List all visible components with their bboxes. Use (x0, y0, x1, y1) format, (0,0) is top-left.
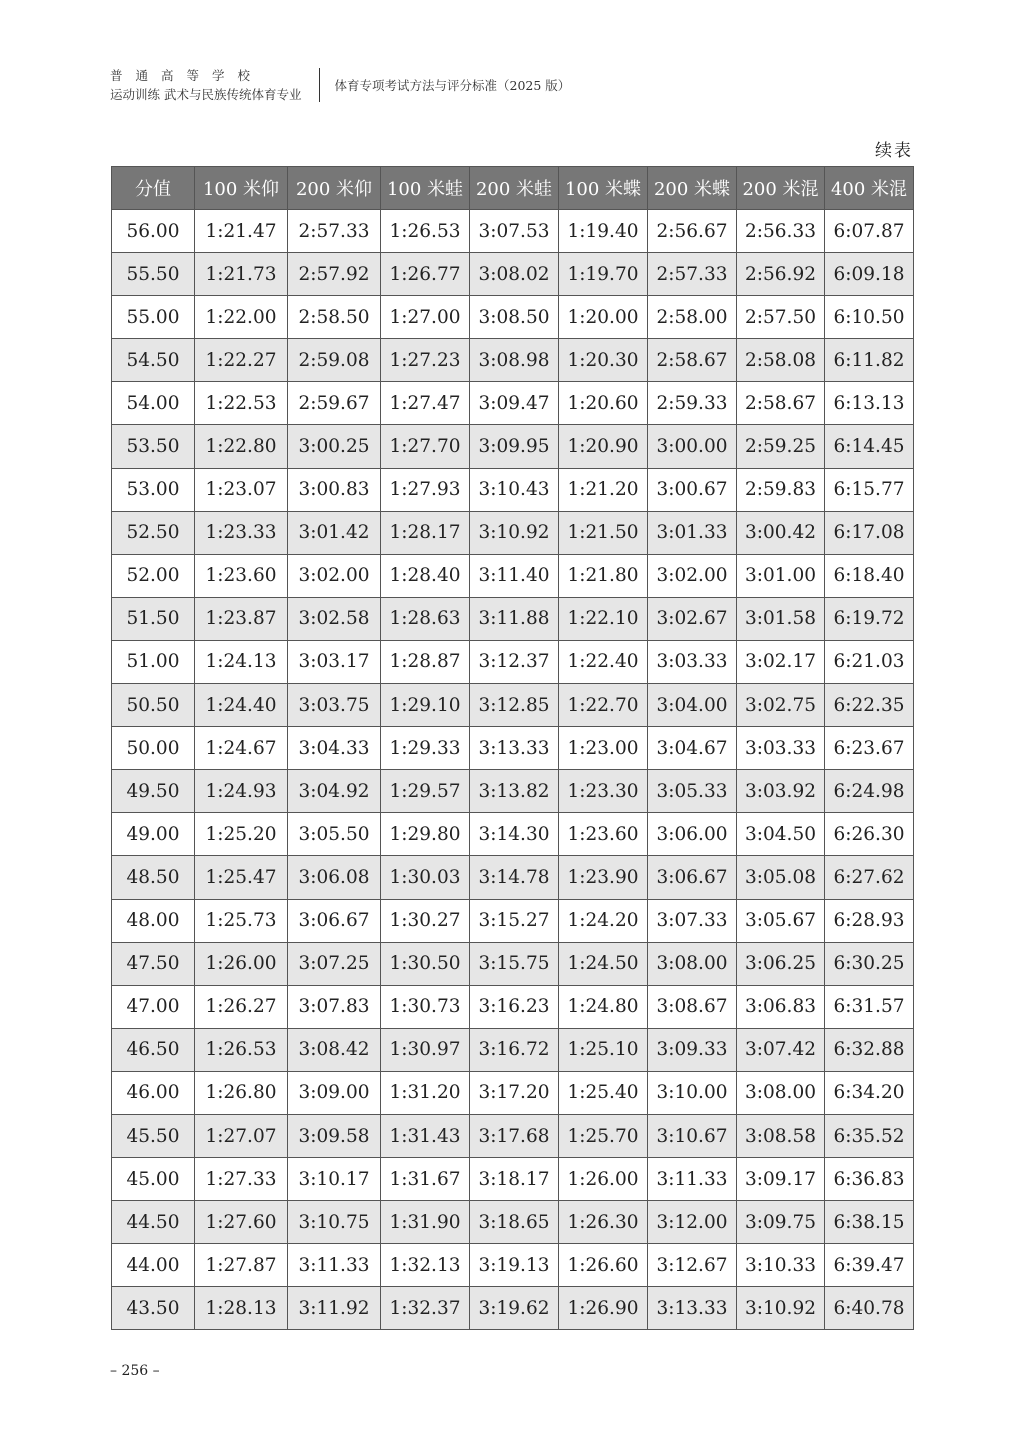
time-cell: 1:22.27 (195, 339, 288, 382)
time-cell: 6:39.47 (825, 1244, 914, 1287)
time-cell: 3:18.17 (470, 1158, 559, 1201)
time-cell: 6:36.83 (825, 1158, 914, 1201)
time-cell: 1:32.13 (381, 1244, 470, 1287)
time-cell: 1:29.80 (381, 813, 470, 856)
time-cell: 3:08.58 (737, 1114, 825, 1157)
time-cell: 1:27.70 (381, 425, 470, 468)
time-cell: 1:26.30 (559, 1201, 648, 1244)
column-header: 100 米仰 (195, 167, 288, 210)
time-cell: 1:32.37 (381, 1287, 470, 1330)
score-table (111, 166, 914, 1330)
table-row (112, 339, 914, 382)
time-cell: 3:04.33 (288, 727, 381, 770)
header-doc-title: 体育专项考试方法与评分标准（2025 版） (334, 78, 571, 93)
time-cell: 1:30.50 (381, 942, 470, 985)
time-cell: 1:26.60 (559, 1244, 648, 1287)
time-cell: 3:02.58 (288, 597, 381, 640)
table-row (112, 1244, 914, 1287)
time-cell: 3:00.83 (288, 468, 381, 511)
time-cell: 2:59.83 (737, 468, 825, 511)
column-header: 200 米混 (737, 167, 825, 210)
table-header-row (112, 167, 914, 210)
time-cell: 3:17.20 (470, 1071, 559, 1114)
time-cell: 1:24.50 (559, 942, 648, 985)
time-cell: 2:58.50 (288, 296, 381, 339)
table-row (112, 942, 914, 985)
time-cell: 1:22.10 (559, 597, 648, 640)
score-cell: 49.50 (112, 770, 195, 813)
time-cell: 1:20.00 (559, 296, 648, 339)
table-row (112, 1071, 914, 1114)
time-cell: 6:19.72 (825, 597, 914, 640)
time-cell: 1:31.90 (381, 1201, 470, 1244)
time-cell: 1:27.47 (381, 382, 470, 425)
score-cell: 50.00 (112, 727, 195, 770)
table-row (112, 770, 914, 813)
time-cell: 3:10.43 (470, 468, 559, 511)
time-cell: 2:59.33 (648, 382, 737, 425)
score-cell: 45.50 (112, 1114, 195, 1157)
time-cell: 2:58.08 (737, 339, 825, 382)
score-cell: 48.00 (112, 899, 195, 942)
time-cell: 3:04.92 (288, 770, 381, 813)
time-cell: 3:08.00 (737, 1071, 825, 1114)
table-row (112, 813, 914, 856)
time-cell: 3:06.67 (288, 899, 381, 942)
time-cell: 6:07.87 (825, 210, 914, 253)
time-cell: 2:57.50 (737, 296, 825, 339)
time-cell: 1:26.53 (195, 1028, 288, 1071)
time-cell: 1:30.27 (381, 899, 470, 942)
score-cell: 56.00 (112, 210, 195, 253)
time-cell: 1:25.73 (195, 899, 288, 942)
time-cell: 3:03.92 (737, 770, 825, 813)
time-cell: 3:10.17 (288, 1158, 381, 1201)
time-cell: 1:28.17 (381, 511, 470, 554)
score-cell: 44.50 (112, 1201, 195, 1244)
time-cell: 3:11.33 (648, 1158, 737, 1201)
time-cell: 1:29.33 (381, 727, 470, 770)
time-cell: 1:22.80 (195, 425, 288, 468)
time-cell: 1:28.87 (381, 640, 470, 683)
time-cell: 1:25.40 (559, 1071, 648, 1114)
column-header: 200 米蝶 (648, 167, 737, 210)
table-row (112, 1201, 914, 1244)
score-cell: 50.50 (112, 684, 195, 727)
time-cell: 1:28.40 (381, 554, 470, 597)
time-cell: 3:04.00 (648, 684, 737, 727)
header-divider (319, 68, 320, 102)
time-cell: 3:02.00 (648, 554, 737, 597)
table-row (112, 554, 914, 597)
time-cell: 3:02.00 (288, 554, 381, 597)
time-cell: 1:27.33 (195, 1158, 288, 1201)
score-cell: 44.00 (112, 1244, 195, 1287)
time-cell: 2:58.67 (737, 382, 825, 425)
time-cell: 1:21.20 (559, 468, 648, 511)
time-cell: 3:07.42 (737, 1028, 825, 1071)
time-cell: 3:16.72 (470, 1028, 559, 1071)
time-cell: 1:20.30 (559, 339, 648, 382)
time-cell: 3:17.68 (470, 1114, 559, 1157)
table-row (112, 727, 914, 770)
time-cell: 6:14.45 (825, 425, 914, 468)
table-row (112, 253, 914, 296)
time-cell: 1:30.03 (381, 856, 470, 899)
time-cell: 1:24.93 (195, 770, 288, 813)
score-cell: 45.00 (112, 1158, 195, 1201)
time-cell: 1:26.00 (559, 1158, 648, 1201)
score-cell: 51.50 (112, 597, 195, 640)
time-cell: 1:24.13 (195, 640, 288, 683)
time-cell: 1:31.20 (381, 1071, 470, 1114)
table-row (112, 511, 914, 554)
time-cell: 3:03.33 (648, 640, 737, 683)
time-cell: 6:34.20 (825, 1071, 914, 1114)
time-cell: 3:02.67 (648, 597, 737, 640)
time-cell: 1:26.53 (381, 210, 470, 253)
time-cell: 6:10.50 (825, 296, 914, 339)
time-cell: 6:38.15 (825, 1201, 914, 1244)
time-cell: 2:59.25 (737, 425, 825, 468)
time-cell: 2:57.92 (288, 253, 381, 296)
time-cell: 3:12.00 (648, 1201, 737, 1244)
time-cell: 1:27.87 (195, 1244, 288, 1287)
score-cell: 54.00 (112, 382, 195, 425)
time-cell: 3:00.67 (648, 468, 737, 511)
time-cell: 3:08.67 (648, 985, 737, 1028)
time-cell: 6:31.57 (825, 985, 914, 1028)
time-cell: 1:22.53 (195, 382, 288, 425)
time-cell: 3:02.75 (737, 684, 825, 727)
time-cell: 1:26.80 (195, 1071, 288, 1114)
time-cell: 1:23.87 (195, 597, 288, 640)
table-row (112, 210, 914, 253)
page-number: – 256 – (110, 1363, 160, 1379)
time-cell: 1:27.60 (195, 1201, 288, 1244)
time-cell: 3:08.98 (470, 339, 559, 382)
continued-label: 续表 (875, 141, 913, 161)
time-cell: 3:08.00 (648, 942, 737, 985)
time-cell: 6:17.08 (825, 511, 914, 554)
time-cell: 3:10.92 (470, 511, 559, 554)
time-cell: 6:15.77 (825, 468, 914, 511)
column-header: 分值 (112, 167, 195, 210)
time-cell: 3:11.88 (470, 597, 559, 640)
time-cell: 3:04.67 (648, 727, 737, 770)
score-cell: 53.00 (112, 468, 195, 511)
time-cell: 1:23.30 (559, 770, 648, 813)
time-cell: 1:24.40 (195, 684, 288, 727)
time-cell: 2:59.67 (288, 382, 381, 425)
score-cell: 52.50 (112, 511, 195, 554)
time-cell: 1:24.80 (559, 985, 648, 1028)
time-cell: 6:26.30 (825, 813, 914, 856)
table-row (112, 684, 914, 727)
column-header: 200 米蛙 (470, 167, 559, 210)
time-cell: 1:30.73 (381, 985, 470, 1028)
time-cell: 3:09.00 (288, 1071, 381, 1114)
time-cell: 1:26.00 (195, 942, 288, 985)
time-cell: 2:56.67 (648, 210, 737, 253)
time-cell: 3:10.75 (288, 1201, 381, 1244)
time-cell: 1:26.27 (195, 985, 288, 1028)
time-cell: 3:10.33 (737, 1244, 825, 1287)
time-cell: 6:27.62 (825, 856, 914, 899)
table-row (112, 1287, 914, 1330)
time-cell: 3:14.78 (470, 856, 559, 899)
time-cell: 6:40.78 (825, 1287, 914, 1330)
table-body (112, 210, 914, 1330)
time-cell: 3:01.33 (648, 511, 737, 554)
time-cell: 3:10.92 (737, 1287, 825, 1330)
time-cell: 1:23.07 (195, 468, 288, 511)
score-cell: 54.50 (112, 339, 195, 382)
time-cell: 3:00.00 (648, 425, 737, 468)
time-cell: 6:24.98 (825, 770, 914, 813)
time-cell: 1:22.40 (559, 640, 648, 683)
time-cell: 3:07.83 (288, 985, 381, 1028)
table-row (112, 640, 914, 683)
time-cell: 2:58.67 (648, 339, 737, 382)
score-cell: 46.50 (112, 1028, 195, 1071)
time-cell: 1:23.33 (195, 511, 288, 554)
time-cell: 1:25.70 (559, 1114, 648, 1157)
time-cell: 3:16.23 (470, 985, 559, 1028)
time-cell: 1:21.50 (559, 511, 648, 554)
time-cell: 3:06.83 (737, 985, 825, 1028)
time-cell: 3:19.13 (470, 1244, 559, 1287)
time-cell: 6:21.03 (825, 640, 914, 683)
time-cell: 6:32.88 (825, 1028, 914, 1071)
time-cell: 1:26.90 (559, 1287, 648, 1330)
header-left (110, 66, 301, 104)
time-cell: 3:10.67 (648, 1114, 737, 1157)
time-cell: 1:27.93 (381, 468, 470, 511)
time-cell: 3:11.92 (288, 1287, 381, 1330)
table-row (112, 597, 914, 640)
score-cell: 49.00 (112, 813, 195, 856)
time-cell: 1:29.57 (381, 770, 470, 813)
time-cell: 3:01.58 (737, 597, 825, 640)
score-cell: 46.00 (112, 1071, 195, 1114)
time-cell: 3:08.02 (470, 253, 559, 296)
column-header: 100 米蛙 (381, 167, 470, 210)
table-row (112, 382, 914, 425)
time-cell: 3:18.65 (470, 1201, 559, 1244)
time-cell: 3:02.17 (737, 640, 825, 683)
time-cell: 3:10.00 (648, 1071, 737, 1114)
time-cell: 3:08.50 (470, 296, 559, 339)
score-cell: 48.50 (112, 856, 195, 899)
time-cell: 3:12.67 (648, 1244, 737, 1287)
score-cell: 51.00 (112, 640, 195, 683)
time-cell: 1:19.40 (559, 210, 648, 253)
time-cell: 2:56.92 (737, 253, 825, 296)
time-cell: 1:19.70 (559, 253, 648, 296)
table-row (112, 425, 914, 468)
time-cell: 2:56.33 (737, 210, 825, 253)
time-cell: 3:05.33 (648, 770, 737, 813)
time-cell: 3:11.33 (288, 1244, 381, 1287)
time-cell: 3:01.42 (288, 511, 381, 554)
table-row (112, 899, 914, 942)
time-cell: 6:22.35 (825, 684, 914, 727)
time-cell: 1:25.47 (195, 856, 288, 899)
time-cell: 3:15.27 (470, 899, 559, 942)
time-cell: 6:35.52 (825, 1114, 914, 1157)
time-cell: 1:24.67 (195, 727, 288, 770)
time-cell: 1:23.90 (559, 856, 648, 899)
time-cell: 2:57.33 (288, 210, 381, 253)
time-cell: 3:06.00 (648, 813, 737, 856)
time-cell: 1:31.43 (381, 1114, 470, 1157)
time-cell: 1:20.90 (559, 425, 648, 468)
time-cell: 3:12.37 (470, 640, 559, 683)
header-school-line: 普通高等学校 (110, 68, 264, 83)
time-cell: 2:59.08 (288, 339, 381, 382)
time-cell: 1:27.00 (381, 296, 470, 339)
score-cell: 43.50 (112, 1287, 195, 1330)
time-cell: 3:09.75 (737, 1201, 825, 1244)
time-cell: 3:07.33 (648, 899, 737, 942)
time-cell: 3:03.33 (737, 727, 825, 770)
time-cell: 6:30.25 (825, 942, 914, 985)
time-cell: 3:06.25 (737, 942, 825, 985)
time-cell: 3:09.58 (288, 1114, 381, 1157)
time-cell: 3:09.47 (470, 382, 559, 425)
table-row (112, 985, 914, 1028)
table-row (112, 468, 914, 511)
time-cell: 3:13.33 (648, 1287, 737, 1330)
time-cell: 3:05.50 (288, 813, 381, 856)
time-cell: 3:09.33 (648, 1028, 737, 1071)
time-cell: 3:06.08 (288, 856, 381, 899)
time-cell: 3:03.17 (288, 640, 381, 683)
column-header: 200 米仰 (288, 167, 381, 210)
time-cell: 1:21.73 (195, 253, 288, 296)
time-cell: 3:12.85 (470, 684, 559, 727)
time-cell: 3:05.08 (737, 856, 825, 899)
time-cell: 6:23.67 (825, 727, 914, 770)
time-cell: 1:23.60 (559, 813, 648, 856)
page-header (110, 66, 570, 106)
time-cell: 1:20.60 (559, 382, 648, 425)
time-cell: 3:19.62 (470, 1287, 559, 1330)
time-cell: 6:18.40 (825, 554, 914, 597)
time-cell: 3:14.30 (470, 813, 559, 856)
time-cell: 3:06.67 (648, 856, 737, 899)
table-row (112, 296, 914, 339)
time-cell: 3:03.75 (288, 684, 381, 727)
time-cell: 1:25.10 (559, 1028, 648, 1071)
time-cell: 3:13.33 (470, 727, 559, 770)
time-cell: 3:00.25 (288, 425, 381, 468)
score-cell: 47.00 (112, 985, 195, 1028)
time-cell: 1:23.60 (195, 554, 288, 597)
time-cell: 6:28.93 (825, 899, 914, 942)
time-cell: 3:07.53 (470, 210, 559, 253)
time-cell: 6:09.18 (825, 253, 914, 296)
score-cell: 47.50 (112, 942, 195, 985)
score-cell: 53.50 (112, 425, 195, 468)
table-row (112, 856, 914, 899)
time-cell: 1:28.63 (381, 597, 470, 640)
time-cell: 1:26.77 (381, 253, 470, 296)
score-cell: 52.00 (112, 554, 195, 597)
time-cell: 6:11.82 (825, 339, 914, 382)
score-cell: 55.00 (112, 296, 195, 339)
time-cell: 3:11.40 (470, 554, 559, 597)
time-cell: 3:00.42 (737, 511, 825, 554)
time-cell: 1:30.97 (381, 1028, 470, 1071)
time-cell: 3:08.42 (288, 1028, 381, 1071)
time-cell: 2:57.33 (648, 253, 737, 296)
time-cell: 1:27.07 (195, 1114, 288, 1157)
time-cell: 3:15.75 (470, 942, 559, 985)
time-cell: 1:21.80 (559, 554, 648, 597)
time-cell: 1:22.70 (559, 684, 648, 727)
time-cell: 1:31.67 (381, 1158, 470, 1201)
time-cell: 1:25.20 (195, 813, 288, 856)
time-cell: 6:13.13 (825, 382, 914, 425)
time-cell: 1:23.00 (559, 727, 648, 770)
time-cell: 3:13.82 (470, 770, 559, 813)
table-row (112, 1028, 914, 1071)
time-cell: 3:07.25 (288, 942, 381, 985)
column-header: 400 米混 (825, 167, 914, 210)
table-row (112, 1158, 914, 1201)
time-cell: 1:27.23 (381, 339, 470, 382)
time-cell: 3:09.95 (470, 425, 559, 468)
time-cell: 2:58.00 (648, 296, 737, 339)
score-cell: 55.50 (112, 253, 195, 296)
header-major-line: 运动训练 武术与民族传统体育专业 (110, 87, 302, 102)
time-cell: 3:05.67 (737, 899, 825, 942)
table-row (112, 1114, 914, 1157)
time-cell: 3:04.50 (737, 813, 825, 856)
time-cell: 1:28.13 (195, 1287, 288, 1330)
column-header: 100 米蝶 (559, 167, 648, 210)
time-cell: 3:01.00 (737, 554, 825, 597)
time-cell: 3:09.17 (737, 1158, 825, 1201)
time-cell: 1:29.10 (381, 684, 470, 727)
time-cell: 1:22.00 (195, 296, 288, 339)
time-cell: 1:21.47 (195, 210, 288, 253)
time-cell: 1:24.20 (559, 899, 648, 942)
